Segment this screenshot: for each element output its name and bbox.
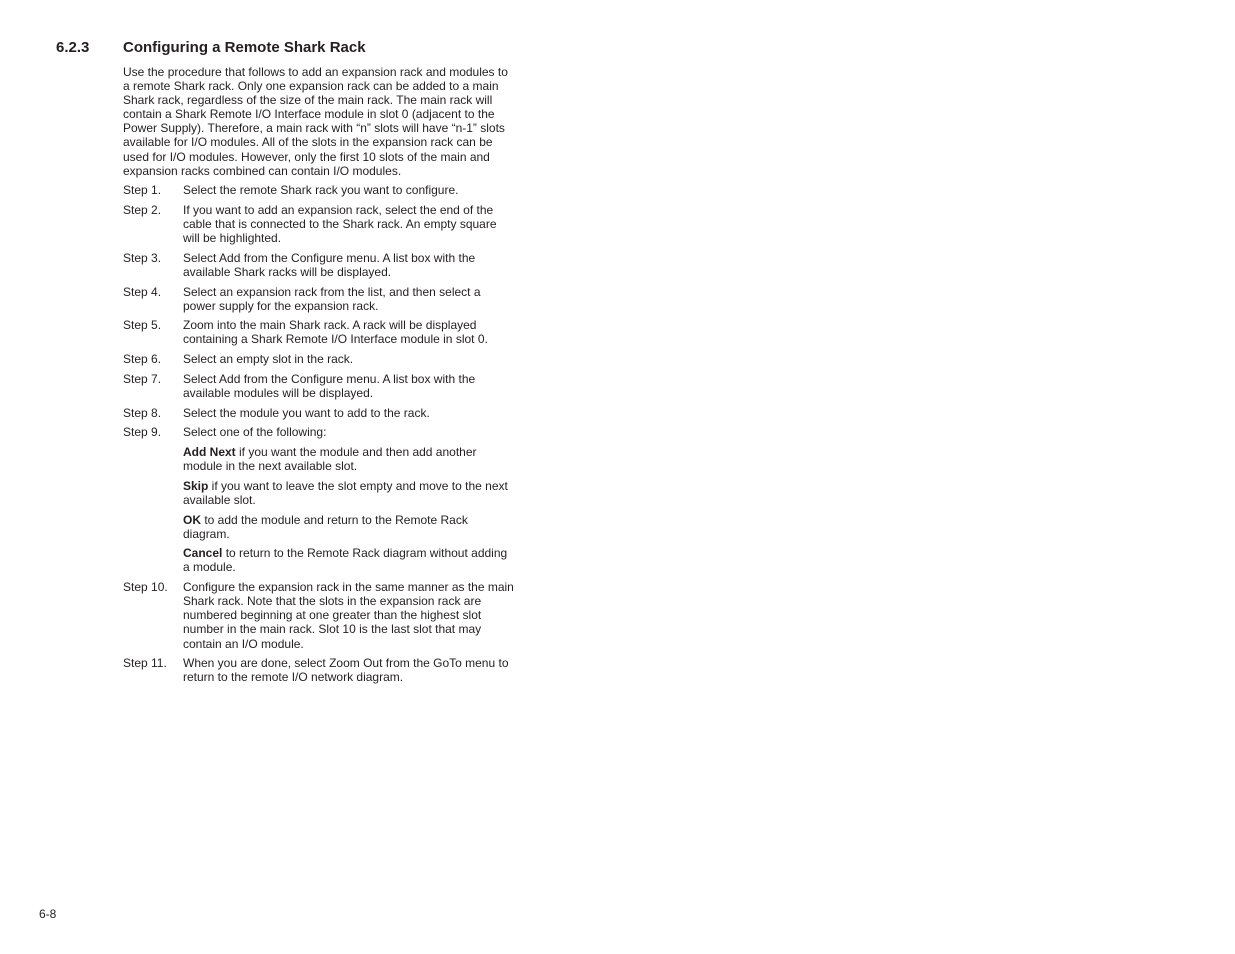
page-number: 6-8 — [39, 907, 57, 921]
step-10 — [123, 580, 515, 650]
option-text: to return to the Remote Rack diagram without adding a module. — [183, 546, 508, 575]
step-label: Step 3. — [123, 250, 162, 265]
step-5 — [123, 318, 515, 346]
step-text: If you want to add an expansion rack, select the end of the cable that is connected to the Shark rack. An empty square will be highlighted. — [183, 202, 497, 246]
step-11 — [123, 656, 515, 684]
option-term: Skip — [183, 478, 209, 493]
step-label: Step 2. — [123, 202, 162, 217]
section-body — [123, 65, 515, 690]
step-text: Select the module you want to add to the rack. — [183, 405, 430, 420]
step-9 — [123, 425, 515, 439]
step-text: When you are done, select Zoom Out from the GoTo menu to return to the remote I/O network diagram. — [183, 656, 509, 685]
step-text: Select an empty slot in the rack. — [183, 352, 354, 367]
option-term: Cancel — [183, 546, 223, 561]
option-add-next — [183, 445, 515, 473]
step-label: Step 4. — [123, 284, 162, 299]
section-title: Configuring a Remote Shark Rack — [123, 39, 366, 56]
step-label: Step 8. — [123, 405, 162, 420]
option-text: to add the module and return to the Remote Rack diagram. — [183, 512, 468, 541]
step-label: Step 9. — [123, 425, 162, 440]
intro-paragraph: Use the procedure that follows to add an expansion rack and modules to a remote Shark rack. Only one expansion rack can be added to a main Shark rack, regardless of the size of the main rack. The main rack will contain a Shark Remote I/O Interface module in slot 0 (adjacent to the Power Supply). Therefore, a main rack with “n” slots will have “n-1” slots available for I/O modules. All of the slots in the expansion rack can be used for I/O modules. However, only the first 10 slots of the main and expansion racks combined can contain I/O modules. — [123, 65, 508, 178]
step-text: Select one of the following: — [183, 425, 327, 440]
step-label: Step 6. — [123, 352, 162, 367]
step-2 — [123, 203, 515, 245]
option-ok — [183, 513, 515, 541]
option-skip — [183, 479, 515, 507]
option-term: OK — [183, 512, 201, 527]
step-text: Configure the expansion rack in the same manner as the main Shark rack. Note that the slots in the expansion rack are numbered beginning at one greater than the highest slot number in the main rack. Slot 10 is the last slot that may contain an I/O module. — [183, 580, 514, 651]
step-label: Step 1. — [123, 183, 162, 198]
step-text: Select Add from the Configure menu. A list box with the available Shark racks will be displayed. — [183, 250, 476, 279]
step-6 — [123, 352, 515, 366]
step-text: Select an expansion rack from the list, and then select a power supply for the expansion rack. — [183, 284, 481, 313]
option-text: if you want the module and then add another module in the next available slot. — [183, 445, 477, 474]
option-cancel — [183, 546, 515, 574]
step-3 — [123, 251, 515, 279]
step-text: Select the remote Shark rack you want to configure. — [183, 183, 459, 198]
option-term: Add Next — [183, 445, 236, 459]
section-number: 6.2.3 — [56, 39, 90, 56]
step-label: Step 7. — [123, 371, 162, 386]
step-label: Step 5. — [123, 318, 162, 333]
step-1 — [123, 183, 515, 197]
step-8 — [123, 406, 515, 420]
step-4 — [123, 285, 515, 313]
step-7 — [123, 372, 515, 400]
step-text: Select Add from the Configure menu. A list box with the available modules will be displayed. — [183, 371, 476, 400]
step-label: Step 10. — [123, 580, 168, 595]
option-text: if you want to leave the slot empty and move to the next available slot. — [183, 478, 508, 507]
section-heading — [56, 39, 366, 56]
step-text: Zoom into the main Shark rack. A rack will be displayed containing a Shark Remote I/O Interface module in slot 0. — [183, 318, 488, 347]
step-label: Step 11. — [123, 656, 167, 671]
